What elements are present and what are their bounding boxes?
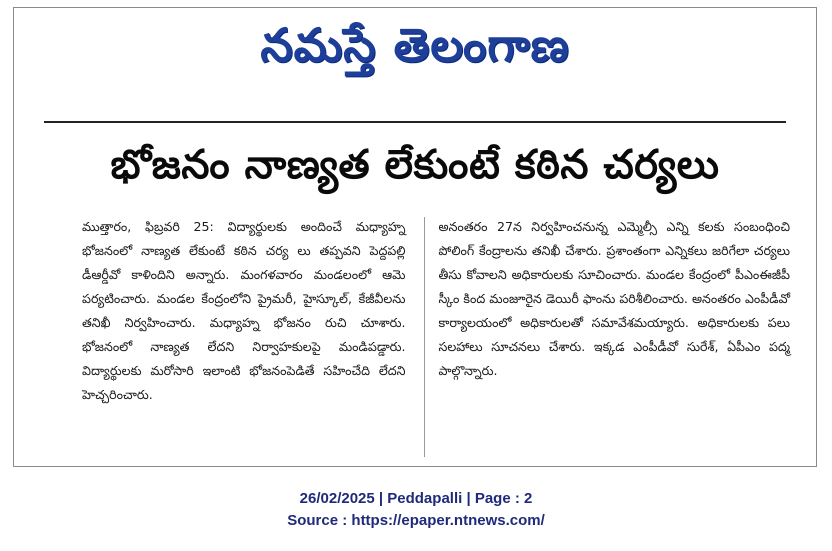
article-column-left <box>54 215 424 458</box>
article-headline: భోజనం నాణ్యత లేకుంటే కఠిన చర్యలు <box>110 142 720 188</box>
article-body <box>54 215 794 458</box>
newspaper-logo: నమస్తే తెలంగాణ <box>260 18 570 72</box>
masthead <box>14 14 816 80</box>
headline-rule <box>44 121 786 123</box>
newspaper-clipping <box>13 7 817 467</box>
article-text-left: ముత్తారం, ఫిబ్రవరి 25: విద్యార్థులకు అందించే మధ్యాహ్న భోజనంలో నాణ్యత లేకుంటే కఠిన చర్య లు తప్పవని పెద్దపల్లి డీఆర్డీవో కాళిందిని అన్నారు. మంగళవారం మండలంలో ఆమె పర్యటించారు. మండల కేంద్రంలోని ప్రైమరీ, హైస్కూల్, కేజీవీలను తనిఖీ నిర్వహించారు. మధ్యాహ్న భోజనం రుచి చూశారు. భోజనంలో నాణ్యత లేదని నిర్వాహకులపై మండిపడ్డారు. విద్యార్థులకు మరోసారి ఇలాంటి భోజనంపెడితే సహించేది లేదని హెచ్చరించారు. <box>82 219 406 402</box>
footer-source-line: Source : https://epaper.ntnews.com/ <box>287 512 545 529</box>
source-footer <box>0 488 832 532</box>
article-column-right <box>425 215 794 458</box>
footer-date-line: 26/02/2025 | Peddapalli | Page : 2 <box>299 490 533 507</box>
article-text-right: అనంతరం 27న నిర్వహించనున్న ఎమ్మెల్సీ ఎన్ని కలకు సంబంధించి పోలింగ్ కేంద్రాలను తనిఖీ చేశారు. ప్రశాంతంగా ఎన్నికలు జరిగేలా చర్యలు తీసు కోవాలని అధికారులకు సూచించారు. మండల కేంద్రంలో పీఎంఈజీపీ స్కీం కింద మంజూరైన డెయిరీ ఫాంను పరిశీలించారు. అనంతరం ఎంపీడీవో కార్యాలయంలో అధికారులతో సమావేశమయ్యారు. అధికారులకు పలు సలహాలు సూచనలు చేశారు. ఇక్కడ ఎంపీడీవో సురేశ్, ఏపీఎం పద్మ పాల్గొన్నారు. <box>438 219 790 378</box>
